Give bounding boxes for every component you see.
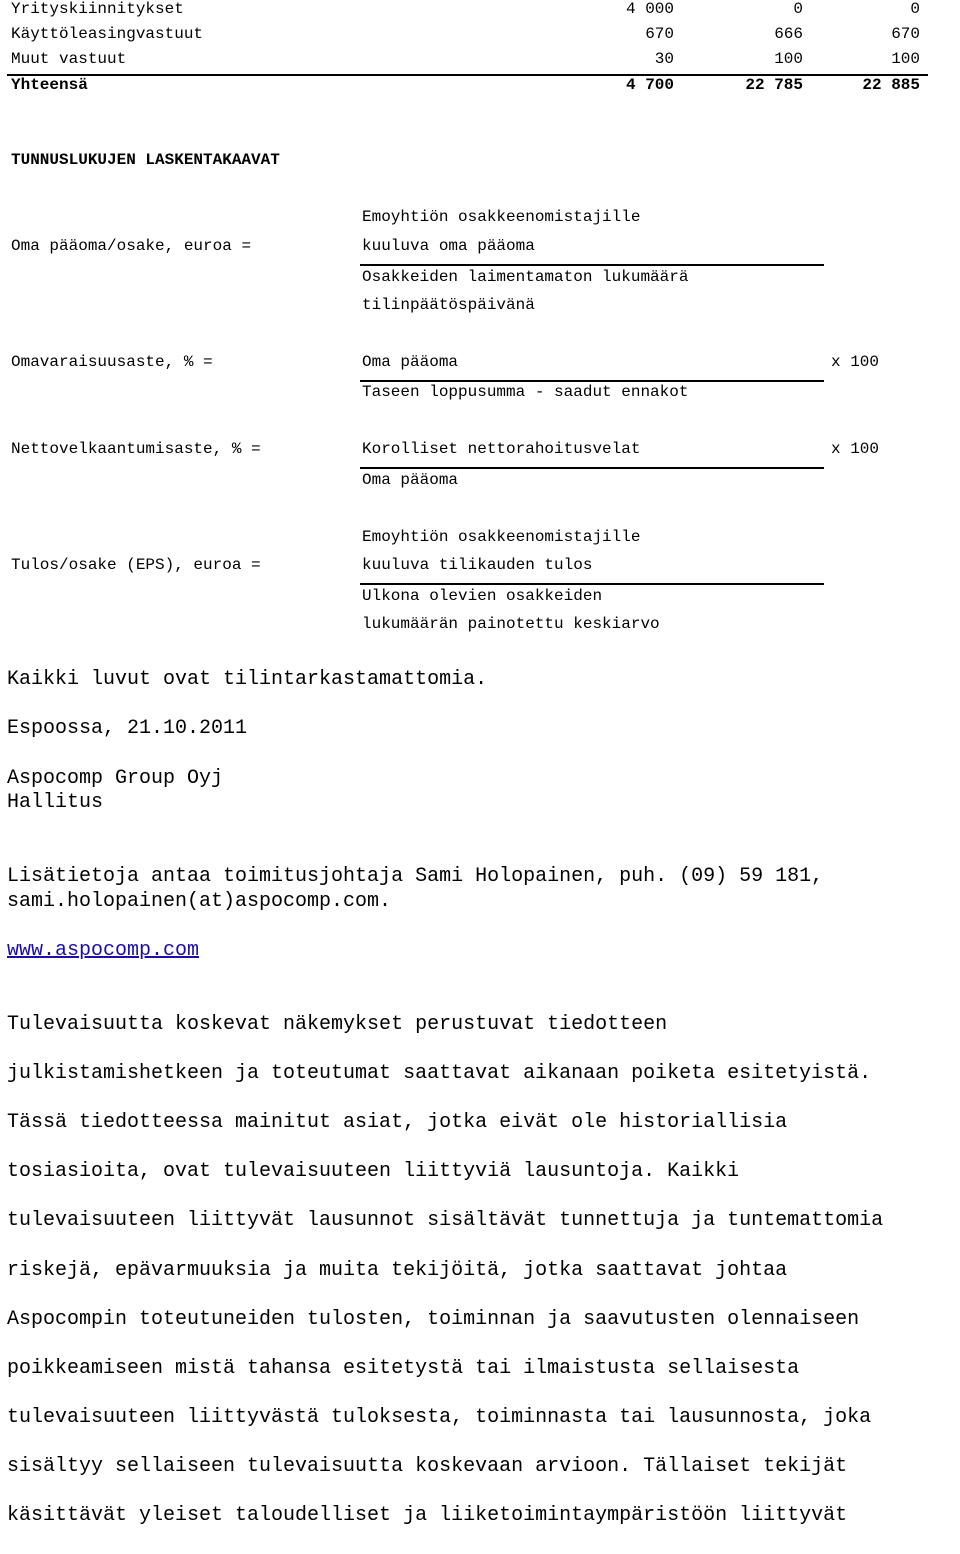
- formula-numerator-line1: Emoyhtiön osakkeenomistajille: [362, 208, 641, 226]
- place-date: Espoossa, 21.10.2011: [7, 717, 248, 740]
- disclaimer-line: riskejä, epävarmuuksia ja muita tekijöitä, jotka saattavat johtaa: [7, 1258, 788, 1282]
- row-value-3: 0: [910, 0, 920, 18]
- company-name: Aspocomp Group Oyj: [7, 767, 224, 790]
- disclaimer-line: käsittävät yleiset taloudelliset ja liiketoimintaympäristöön liittyvät: [7, 1504, 848, 1528]
- formula-multiplier: x 100: [831, 440, 880, 458]
- formula-label: Tulos/osake (EPS), euroa =: [11, 556, 261, 574]
- formula-numerator-line2: kuuluva tilikauden tulos: [362, 556, 593, 574]
- total-label: Yhteensä: [11, 76, 88, 94]
- website-link[interactable]: www.aspocomp.com: [7, 939, 200, 962]
- row-label: Muut vastuut: [11, 50, 127, 68]
- disclaimer-line: Tässä tiedotteessa mainitut asiat, jotka eivät ole historiallisia: [7, 1110, 788, 1134]
- fraction-bar: [360, 583, 824, 585]
- row-value-2: 100: [774, 50, 803, 68]
- formula-denominator-line2: tilinpäätöspäivänä: [362, 296, 535, 314]
- formula-denominator: Oma pääoma: [362, 471, 459, 489]
- disclaimer-line: tosiasioita, ovat tulevaisuuteen liittyviä lausuntoja. Kaikki: [7, 1160, 740, 1184]
- fraction-bar: [360, 264, 824, 266]
- formula-numerator: Korolliset nettorahoitusvelat: [362, 440, 641, 458]
- fraction-bar: [360, 467, 824, 469]
- formula-numerator: Oma pääoma: [362, 353, 459, 371]
- formula-label: Omavaraisuusaste, % =: [11, 353, 213, 371]
- disclaimer-line: Aspocompin toteutuneiden tulosten, toiminnan ja saavutusten olennaiseen: [7, 1307, 860, 1331]
- formula-numerator-line1: Emoyhtiön osakkeenomistajille: [362, 528, 641, 546]
- unaudited-note: Kaikki luvut ovat tilintarkastamattomia.: [7, 668, 488, 691]
- total-value-3: 22 885: [862, 76, 920, 94]
- contact-line-2: sami.holopainen(at)aspocomp.com.: [7, 890, 392, 913]
- board-signature: Hallitus: [7, 791, 104, 814]
- formula-denominator-line2: lukumäärän painotettu keskiarvo: [362, 615, 660, 633]
- total-value-1: 4 700: [625, 76, 674, 94]
- disclaimer-line: sisältyy sellaiseen tulevaisuutta koskevaan arvioon. Tällaiset tekijät: [7, 1455, 848, 1479]
- row-value-1: 670: [645, 25, 674, 43]
- row-label: Yrityskiinnitykset: [11, 0, 184, 18]
- row-value-3: 670: [891, 25, 920, 43]
- formula-label: Nettovelkaantumisaste, % =: [11, 440, 261, 458]
- row-value-3: 100: [891, 50, 920, 68]
- formula-label: Oma pääoma/osake, euroa =: [11, 237, 252, 255]
- section-title: TUNNUSLUKUJEN LASKENTAKAAVAT: [11, 151, 280, 169]
- row-value-2: 666: [774, 25, 803, 43]
- row-value-2: 0: [793, 0, 803, 18]
- row-label: Käyttöleasingvastuut: [11, 25, 204, 43]
- contact-line-1: Lisätietoja antaa toimitusjohtaja Sami Holopainen, puh. (09) 59 181,: [7, 865, 824, 888]
- formula-multiplier: x 100: [831, 353, 880, 371]
- disclaimer-paragraph: [7, 988, 960, 1554]
- disclaimer-line: julkistamishetkeen ja toteutumat saattavat aikanaan poiketa esitetyistä.: [7, 1061, 872, 1085]
- disclaimer-line: tulevaisuuteen liittyvästä tuloksesta, toiminnasta tai lausunnosta, joka: [7, 1406, 872, 1430]
- row-value-1: 30: [654, 50, 674, 68]
- fraction-bar: [360, 380, 824, 382]
- disclaimer-line: tulevaisuuteen liittyvät lausunnot sisältävät tunnettuja ja tuntemattomia: [7, 1209, 884, 1233]
- row-value-1: 4 000: [625, 0, 674, 18]
- formula-denominator-line1: Osakkeiden laimentamaton lukumäärä: [362, 268, 689, 286]
- formula-numerator-line2: kuuluva oma pääoma: [362, 237, 535, 255]
- formula-denominator-line1: Ulkona olevien osakkeiden: [362, 587, 603, 605]
- disclaimer-line: Tulevaisuutta koskevat näkemykset perustuvat tiedotteen: [7, 1012, 668, 1036]
- total-value-2: 22 785: [745, 76, 803, 94]
- formula-denominator: Taseen loppusumma - saadut ennakot: [362, 383, 689, 401]
- disclaimer-line: poikkeamiseen mistä tahansa esitetystä tai ilmaistusta sellaisesta: [7, 1356, 800, 1380]
